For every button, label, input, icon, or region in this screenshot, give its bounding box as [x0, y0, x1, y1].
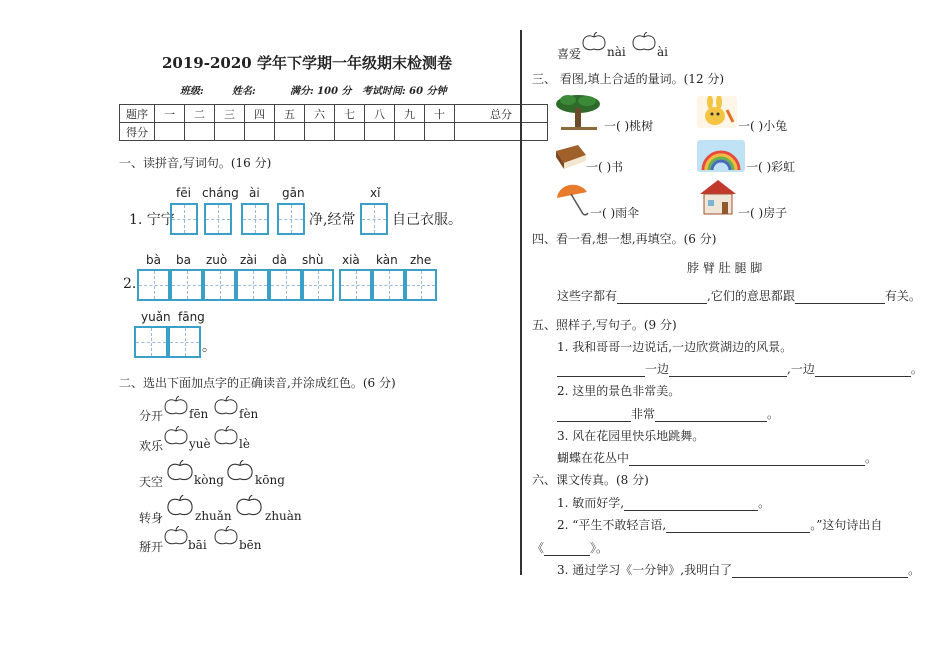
table-cell: 十	[425, 105, 455, 123]
table-cell: 六	[305, 105, 335, 123]
score-cell[interactable]	[155, 123, 185, 141]
pinyin: fēi	[176, 186, 191, 200]
writing-box[interactable]	[236, 269, 269, 301]
pinyin: zài	[240, 253, 257, 267]
section-1-heading: 一、读拼音,写词句。(16 分)	[119, 156, 272, 170]
word: 喜爱	[557, 47, 582, 61]
apple-icon[interactable]	[163, 396, 189, 416]
pinyin: yuǎn	[141, 310, 171, 324]
option: bāi	[188, 538, 207, 552]
table-cell: 总分	[455, 105, 548, 123]
blank-line[interactable]	[624, 510, 758, 511]
writing-box[interactable]	[170, 203, 198, 235]
score-cell[interactable]	[335, 123, 365, 141]
question-text: 。	[758, 496, 771, 510]
score-cell[interactable]	[245, 123, 275, 141]
character-list: 脖 臂 肚 腿 脚	[687, 261, 763, 275]
book-icon	[554, 143, 588, 171]
quantifier-item: 一( )彩虹	[746, 160, 796, 174]
apple-icon[interactable]	[225, 460, 255, 482]
score-cell[interactable]	[305, 123, 335, 141]
line-2-number: 2.	[123, 276, 137, 292]
option: zhuàn	[265, 509, 302, 523]
writing-box[interactable]	[137, 269, 170, 301]
question-text: 。	[908, 563, 921, 577]
score-table-score-row	[120, 123, 548, 141]
blank-line[interactable]	[669, 376, 787, 377]
blank-line[interactable]	[795, 303, 885, 304]
pinyin: ài	[249, 186, 260, 200]
quantifier-item: 一( )房子	[738, 206, 788, 220]
sentence-text: ,它们的意思都跟	[707, 289, 795, 303]
writing-box[interactable]	[372, 269, 405, 301]
option: nài	[607, 45, 626, 59]
blank-line[interactable]	[629, 465, 865, 466]
question-text: 3. 通过学习《一分钟》,我明白了	[557, 563, 733, 577]
writing-box[interactable]	[269, 269, 302, 301]
line-1-end-text: 自己衣服。	[392, 212, 462, 228]
score-cell[interactable]	[395, 123, 425, 141]
table-cell: 三	[215, 105, 245, 123]
apple-icon[interactable]	[213, 526, 239, 546]
question-text: 1. 敏而好学,	[557, 496, 625, 510]
apple-icon[interactable]	[163, 526, 189, 546]
line-1-number: 1. 宁宁	[129, 212, 175, 228]
option: ài	[657, 45, 668, 59]
writing-box[interactable]	[168, 326, 201, 358]
house-icon	[698, 178, 738, 216]
example-sentence: 2. 这里的景色非常美。	[557, 384, 681, 398]
score-table	[119, 104, 548, 141]
quantifier-item: 一( )书	[586, 160, 624, 174]
pinyin: ba	[176, 253, 191, 267]
rainbow-icon	[697, 140, 745, 172]
line-1-middle-text: 净,经常	[309, 212, 356, 228]
name-label: 姓名:	[232, 86, 256, 97]
section-5-heading: 五、照样子,写句子。(9 分)	[532, 318, 677, 332]
table-cell: 得分	[120, 123, 155, 141]
table-cell: 二	[185, 105, 215, 123]
apple-icon[interactable]	[631, 32, 657, 52]
question-text: 2. “平生不敢轻言语,	[557, 518, 667, 532]
score-cell[interactable]	[215, 123, 245, 141]
example-sentence: 3. 风在花园里快乐地跳舞。	[557, 429, 705, 443]
sentence-text: 非常	[631, 407, 656, 421]
word: 转身	[139, 511, 164, 525]
fill-sentence	[557, 449, 877, 466]
apple-icon[interactable]	[213, 426, 239, 446]
option: kòng	[194, 473, 224, 487]
pinyin: xǐ	[370, 186, 381, 200]
option: fèn	[239, 407, 259, 421]
quantifier-item: 一( )桃树	[604, 119, 654, 133]
sentence-text: 蝴蝶在花丛中	[557, 451, 630, 465]
table-cell: 一	[155, 105, 185, 123]
section-6-heading: 六、课文传真。(8 分)	[532, 473, 649, 487]
pinyin: zuò	[206, 253, 228, 267]
time-label: 考试时间: 60 分钟	[362, 86, 447, 97]
sentence-text: 这些字都有	[557, 289, 618, 303]
table-cell: 四	[245, 105, 275, 123]
peach-tree-icon	[553, 92, 603, 130]
sentence-text: ,一边	[787, 362, 815, 376]
table-cell: 八	[365, 105, 395, 123]
blank-line[interactable]	[544, 555, 590, 556]
question	[557, 561, 920, 578]
example-sentence: 1. 我和哥哥一边说话,一边欣赏湖边的风景。	[557, 340, 793, 354]
apple-icon[interactable]	[213, 396, 239, 416]
writing-box[interactable]	[170, 269, 203, 301]
class-label: 班级:	[180, 86, 204, 97]
sentence-text: 一边	[645, 362, 670, 376]
option: zhuǎn	[195, 509, 232, 523]
score-cell[interactable]	[425, 123, 455, 141]
apple-icon[interactable]	[581, 32, 607, 52]
word: 天空	[139, 475, 164, 489]
word: 欢乐	[139, 439, 164, 453]
pinyin: bà	[146, 253, 161, 267]
sentence-text: 。	[767, 407, 780, 421]
umbrella-icon	[553, 182, 591, 216]
question-text: 》。	[590, 541, 609, 555]
writing-box[interactable]	[405, 269, 437, 301]
score-cell[interactable]	[275, 123, 305, 141]
score-cell[interactable]	[455, 123, 548, 141]
page-title: 2019-2020 学年下学期一年级期末检测卷	[162, 54, 452, 72]
pinyin: cháng	[202, 186, 239, 200]
writing-box[interactable]	[241, 203, 269, 235]
question	[557, 494, 770, 511]
apple-icon[interactable]	[165, 460, 195, 482]
blank-line[interactable]	[557, 376, 645, 377]
word: 掰开	[139, 540, 164, 554]
question-text: 《	[532, 541, 545, 555]
apple-icon[interactable]	[165, 495, 195, 517]
sentence-text: 有关。	[884, 289, 921, 303]
quantifier-item: 一( )小兔	[738, 119, 788, 133]
full-score-label: 满分: 100 分	[290, 86, 352, 97]
rabbit-icon	[697, 96, 737, 128]
blank-line[interactable]	[732, 577, 908, 578]
apple-icon[interactable]	[234, 495, 264, 517]
option: fēn	[189, 407, 209, 421]
score-table-header-row	[120, 105, 548, 123]
table-cell: 九	[395, 105, 425, 123]
pinyin: zhe	[410, 253, 432, 267]
writing-box[interactable]	[277, 203, 305, 235]
apple-icon[interactable]	[163, 426, 189, 446]
blank-line[interactable]	[557, 421, 631, 422]
score-cell[interactable]	[185, 123, 215, 141]
pinyin: kàn	[376, 253, 398, 267]
pinyin: shù	[302, 253, 324, 267]
option: lè	[239, 437, 250, 451]
question	[532, 539, 608, 556]
table-cell: 题序	[120, 105, 155, 123]
option: kōng	[255, 473, 285, 487]
option: yuè	[189, 437, 211, 451]
question	[557, 516, 882, 533]
pinyin: fāng	[178, 310, 205, 324]
score-cell[interactable]	[365, 123, 395, 141]
question-text: 。”这句诗出自	[810, 518, 883, 532]
blank-line[interactable]	[617, 303, 707, 304]
word: 分开	[139, 409, 164, 423]
writing-box[interactable]	[302, 269, 334, 301]
writing-box[interactable]	[360, 203, 388, 235]
pinyin: gān	[282, 186, 305, 200]
pinyin: dà	[272, 253, 287, 267]
section-4-heading: 四、看一看,想一想,再填空。(6 分)	[532, 232, 717, 246]
blank-line[interactable]	[666, 532, 810, 533]
writing-box[interactable]	[339, 269, 372, 301]
writing-box[interactable]	[134, 326, 168, 358]
writing-box[interactable]	[203, 269, 236, 301]
section-2-heading: 二、选出下面加点字的正确读音,并涂成红色。(6 分)	[119, 376, 396, 390]
fill-sentence	[557, 287, 921, 304]
fill-sentence	[557, 405, 779, 422]
fill-sentence	[557, 360, 923, 377]
blank-line[interactable]	[655, 421, 767, 422]
blank-line[interactable]	[815, 376, 911, 377]
writing-box[interactable]	[204, 203, 232, 235]
pinyin: xià	[342, 253, 360, 267]
section-3-heading: 三、 看图,填上合适的量词。(12 分)	[532, 72, 725, 86]
option: bēn	[239, 538, 262, 552]
column-divider	[520, 30, 522, 575]
sentence-text: 。	[910, 362, 923, 376]
table-cell: 七	[335, 105, 365, 123]
line-3-end-text: 。	[202, 339, 216, 355]
quantifier-item: 一( )雨伞	[590, 206, 640, 220]
table-cell: 五	[275, 105, 305, 123]
sentence-text: 。	[865, 451, 878, 465]
